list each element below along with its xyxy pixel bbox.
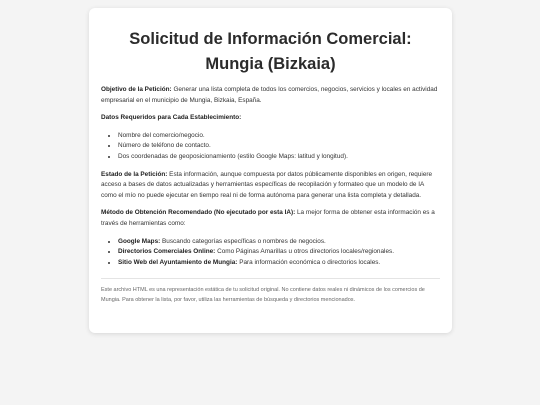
list-item: • Nombre del comercio/negocio. — [118, 131, 440, 142]
objective-paragraph — [101, 85, 440, 106]
list-item — [118, 247, 440, 258]
list-item: • Número de teléfono de contacto. — [118, 141, 440, 152]
list-item — [118, 237, 440, 248]
method-item-label: Sitio Web del Ayuntamiento de Mungia: — [118, 258, 238, 266]
method-paragraph — [101, 208, 440, 229]
divider — [101, 278, 440, 279]
request-card — [89, 8, 452, 333]
objective-label: Objetivo de la Petición: — [101, 86, 172, 93]
method-list — [101, 237, 440, 269]
status-paragraph — [101, 170, 440, 202]
method-item-text: Como Páginas Amarillas u otros directorios locales/regionales. — [215, 248, 394, 256]
method-item-text: Para información económica o directorios locales. — [237, 258, 381, 266]
required-data-label: Datos Requeridos para Cada Establecimiento: — [101, 114, 242, 122]
list-item: • Dos coordenadas de geoposicionamiento (estilo Google Maps: latitud y longitud). — [118, 152, 440, 163]
footer-note: Este archivo HTML es una representación estática de tu solicitud original. No contiene datos reales ni dinámicos de los comercios de Mungia. Para obtener la lista, por favor, utiliza las herramientas de búsqueda y directorios mencionados. — [101, 287, 425, 304]
method-item-label: Directorios Comerciales Online: — [118, 248, 216, 256]
method-label: Método de Obtención Recomendado (No ejecutado por esta IA): — [101, 209, 296, 217]
page-title: Solicitud de Información Comercial: Mungia (Bizkaia) — [129, 30, 412, 73]
objective-text: Generar una lista completa de todos los comercios, negocios, servicios y locales en actividad empresarial en el municipio de Mungia, Bizkaia, España. — [101, 86, 438, 104]
list-item — [118, 258, 440, 269]
status-text: Esta información, aunque compuesta por datos públicamente disponibles en origen, requiere acceso a bases de datos actualizadas y herramientas específicas de recopilación y formateo que un modelo de IA como el mío no puede ejecutar en tiempo real ni de forma autónoma para generar una lista completa y detallada. — [101, 170, 433, 199]
method-item-text: Buscando categorías específicas o nombres de negocios. — [160, 237, 326, 245]
required-data-heading — [101, 113, 440, 124]
method-item-label: Google Maps: — [118, 237, 161, 245]
method-text: La mejor forma de obtener esta información es a través de herramientas como: — [101, 209, 435, 227]
status-label: Estado de la Petición: — [101, 170, 168, 178]
required-data-list — [101, 131, 440, 163]
